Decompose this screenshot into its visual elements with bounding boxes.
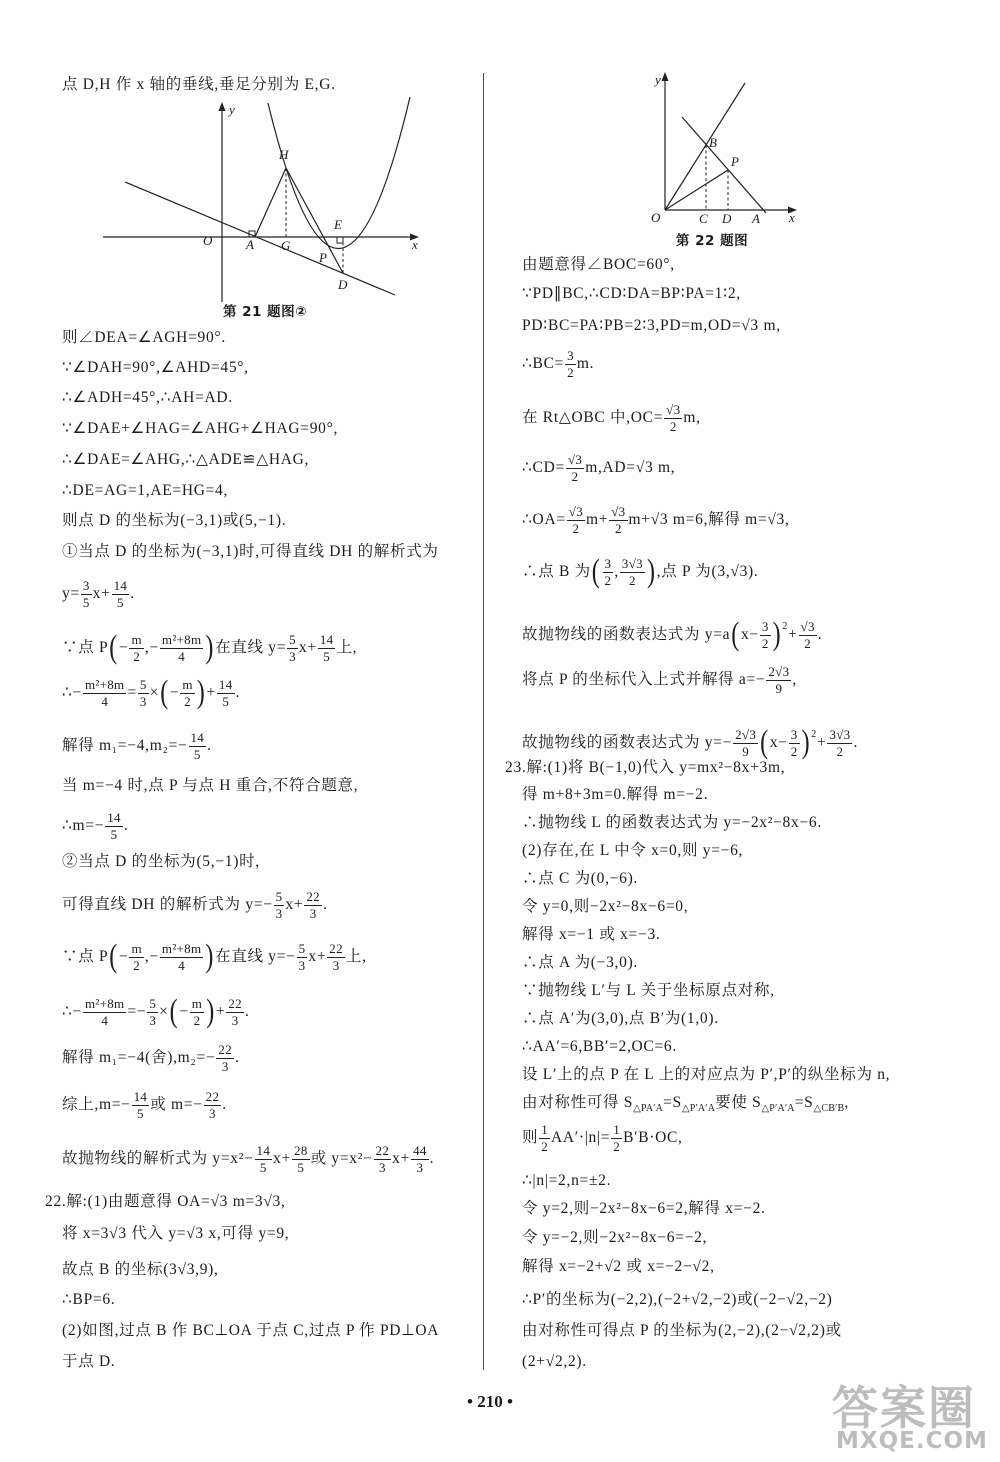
fraction-denominator: 3	[378, 1159, 386, 1175]
text-run: 在直线 y=	[215, 639, 287, 656]
text-run: m,	[683, 409, 701, 426]
fraction-denominator: 2	[614, 520, 622, 536]
large-bracket: )	[205, 939, 215, 975]
fraction-numerator: 3	[790, 726, 798, 742]
text-run: .	[235, 1049, 240, 1066]
fraction-denominator: 2	[567, 364, 574, 380]
text-run: .	[207, 737, 212, 754]
fraction-denominator: 3	[309, 905, 317, 921]
text-run: x−	[769, 734, 788, 751]
text-run: 由题意得∠BOC=60°,	[522, 256, 675, 273]
line-AB	[682, 117, 766, 213]
text-run: ∴−	[62, 684, 83, 701]
fraction-numerator: m	[131, 631, 142, 647]
text-run: 在直线 y=−	[215, 948, 296, 965]
text-run: ∴点 A 为(−3,0).	[522, 954, 639, 971]
subscript: △CB′B	[813, 1103, 845, 1114]
text-run: 于点 D.	[62, 1353, 116, 1370]
text-run: 解得 m₁=−4,m₂=−	[62, 737, 188, 754]
text-run: 由对称性可得 S	[522, 1094, 634, 1111]
text-run: 则∠DEA=∠AGH=90°.	[62, 329, 226, 346]
column-divider	[483, 73, 484, 1370]
text-run: −	[169, 684, 180, 701]
fraction-denominator: 3	[221, 1058, 229, 1074]
fraction-numerator: 28	[294, 1142, 308, 1158]
text-run: =−	[127, 1003, 147, 1020]
y-axis-arrow	[219, 102, 226, 111]
text-line	[522, 446, 675, 490]
text-run: ∴|n|=2,n=±2.	[522, 1172, 612, 1189]
text-line	[522, 498, 790, 542]
text-run: ,−	[144, 639, 159, 656]
text-run: =S	[663, 1094, 682, 1111]
text-run: +	[206, 684, 216, 701]
figure-22-caption: 第 22 题图	[675, 233, 749, 249]
text-run: =S	[794, 1094, 814, 1111]
fraction	[620, 556, 645, 589]
large-bracket: (	[109, 630, 118, 666]
fraction-numerator: 14	[113, 577, 128, 593]
fraction-numerator: m	[191, 995, 203, 1011]
fraction-denominator: 5	[193, 746, 201, 762]
text-run: m.	[576, 355, 595, 372]
fraction-numerator: 1	[541, 1121, 549, 1137]
fraction-numerator: 3	[604, 555, 612, 571]
fraction-numerator: √3	[611, 503, 626, 519]
fraction-numerator: 22	[205, 1088, 220, 1104]
fraction	[611, 1122, 622, 1155]
fraction-numerator: m	[131, 940, 142, 956]
fraction-numerator: m²+8m	[85, 995, 125, 1011]
fraction-numerator: √3	[800, 618, 815, 634]
fraction	[760, 619, 771, 652]
figure-21-caption: 第 21 题图②	[222, 304, 308, 320]
text-run: x+	[273, 1150, 292, 1167]
text-run: ,点 P 为(3,√3).	[656, 563, 759, 580]
fraction-numerator: 44	[413, 1142, 427, 1158]
text-run: ∴点 A′为(3,0),点 B′为(1,0).	[522, 1010, 719, 1027]
text-run: m,AD=√3 m,	[585, 459, 676, 476]
text-run: x+	[92, 585, 111, 602]
subscript: △P′A′A	[681, 1103, 716, 1114]
text-run: ∵点 P	[62, 948, 109, 965]
text-run: B′B·OC,	[623, 1129, 683, 1146]
large-bracket: (	[160, 675, 169, 711]
y-axis-arrow	[662, 72, 669, 81]
fraction-denominator: 9	[742, 743, 750, 759]
text-run: ∴OA=	[522, 511, 566, 528]
fraction	[766, 664, 791, 697]
point-label-P: P	[319, 250, 327, 265]
text-run: −	[119, 948, 129, 965]
origin-label: O	[203, 233, 213, 248]
axis-label-x: x	[789, 210, 795, 225]
large-bracket: )	[205, 630, 215, 666]
subscript: △P′A′A	[761, 1103, 795, 1114]
text-run: .	[244, 1003, 250, 1020]
text-run: +	[816, 734, 827, 751]
fraction-denominator: 3	[231, 1012, 239, 1028]
text-run: ∵∠DAH=90°,∠AHD=45°,	[62, 359, 249, 376]
text-run: x+	[285, 896, 304, 913]
fraction-denominator: 3	[275, 905, 283, 921]
text-run: 要使 S	[715, 1094, 762, 1111]
text-run: .	[235, 684, 241, 701]
text-run: x−	[740, 626, 759, 643]
fraction-denominator: 2	[541, 1138, 549, 1154]
text-run: 设 L′上的点 P 在 L 上的对应点为 P′,P′的纵坐标为 n,	[522, 1066, 891, 1083]
large-bracket: )	[196, 675, 206, 711]
point-label-A: A	[246, 237, 254, 252]
fraction-denominator: 2	[804, 635, 812, 651]
large-bracket: (	[760, 725, 769, 761]
axis-label-y: y	[229, 102, 235, 117]
fraction-denominator: 3	[416, 1159, 424, 1175]
text-run: 故点 B 的坐标(3√3,9),	[62, 1261, 219, 1278]
fraction-numerator: 1	[613, 1121, 621, 1137]
fraction-denominator: 2	[790, 743, 798, 759]
fraction	[603, 556, 614, 589]
fraction-denominator: 5	[137, 1105, 144, 1121]
text-run: 将 x=3√3 代入 y=√3 x,可得 y=9,	[62, 1225, 290, 1242]
fraction	[664, 402, 682, 435]
text-run: .	[123, 817, 129, 834]
text-run: ,	[844, 1094, 849, 1111]
text-run: 点 D,H 作 x 轴的垂线,垂足分别为 E,G.	[62, 76, 336, 93]
fraction-denominator: 2	[184, 693, 191, 709]
fraction-numerator: m²+8m	[85, 676, 125, 692]
fraction	[827, 727, 852, 760]
fraction-numerator: 22	[375, 1142, 390, 1158]
text-run: 综上,m=−	[62, 1096, 131, 1113]
fraction-numerator: 3	[82, 577, 90, 593]
fraction	[799, 619, 817, 652]
fraction-denominator: 2	[133, 648, 141, 664]
fraction-denominator: 2	[761, 635, 769, 651]
fraction-numerator: 5	[139, 676, 147, 692]
fraction-denominator: 3	[149, 1012, 157, 1028]
text-run: 则	[522, 1129, 539, 1146]
text-line	[522, 1116, 683, 1160]
figure-22-diagram	[640, 62, 810, 227]
text-run: 得 m+8+3m=0.解得 m=−2.	[522, 786, 709, 803]
text-run: ②当点 D 的坐标为(5,−1)时,	[62, 853, 260, 870]
subscript: △PA′A	[633, 1103, 664, 1114]
text-line	[522, 342, 594, 386]
fraction-numerator: 14	[190, 729, 205, 745]
fraction-numerator: 22	[306, 888, 320, 904]
text-run: .	[322, 896, 328, 913]
text-run: (2+√2,2).	[522, 1353, 587, 1370]
text-run: y=	[62, 585, 80, 602]
fraction-denominator: 4	[101, 1012, 109, 1028]
text-run: .	[130, 585, 135, 602]
point-label-H: H	[279, 147, 289, 162]
text-run: .	[429, 1150, 435, 1167]
text-run: x+	[392, 1150, 411, 1167]
fraction-numerator: m	[182, 676, 193, 692]
text-run: ,−	[144, 948, 159, 965]
large-bracket: )	[206, 994, 215, 1030]
text-run: 23.解:(1)将 B(−1,0)代入 y=mx²−8x+3m,	[505, 759, 786, 776]
text-run: ∴AA′=6,BB′=2,OC=6.	[522, 1038, 677, 1055]
fraction-numerator: 22	[329, 940, 343, 956]
fraction-denominator: 2	[572, 520, 580, 536]
fraction-numerator: 3	[567, 347, 574, 363]
text-run: ∴∠ADH=45°,∴AH=AD.	[62, 389, 233, 406]
text-run: 解得 x=−2+√2 或 x=−2−√2,	[522, 1258, 715, 1275]
text-run: ∴P′的坐标为(−2,2),(−2+√2,−2)或(−2−√2,−2)	[522, 1291, 833, 1308]
text-run: 由对称性可得点 P 的坐标为(2,−2),(2−√2,2)或	[522, 1322, 842, 1339]
text-run: −	[179, 1003, 189, 1020]
text-line	[522, 658, 797, 702]
line-OB	[665, 83, 745, 210]
text-run: 在 Rt△OBC 中,OC=	[522, 409, 664, 426]
fraction-denominator: 3	[298, 957, 306, 973]
text-run: =	[127, 684, 137, 701]
text-run: (2)存在,在 L 中令 x=0,则 y=−6,	[522, 842, 744, 859]
text-run: x+	[298, 639, 317, 656]
text-run: ,	[614, 563, 619, 580]
fraction	[789, 727, 800, 760]
text-run: .	[817, 626, 823, 643]
text-run: 令 y=0,则−2x²−8x−6=0,	[522, 898, 689, 915]
text-run: 故抛物线的函数表达式为 y=a	[522, 626, 731, 643]
text-run: 上,	[345, 948, 367, 965]
fraction-denominator: 2	[193, 1012, 201, 1028]
text-run: −	[119, 639, 129, 656]
fraction	[609, 504, 627, 537]
fraction-denominator: 5	[110, 826, 118, 842]
text-run: 上,	[336, 639, 358, 656]
fraction-denominator: 4	[101, 693, 109, 709]
text-run: ∵PD∥BC,∴CD∶DA=BP∶PA=1∶2,	[522, 285, 741, 302]
fraction-numerator: m²+8m	[161, 631, 202, 647]
fraction-numerator: 22	[218, 1041, 233, 1057]
point-label-A: A	[752, 211, 760, 226]
text-run: 可得直线 DH 的解析式为 y=−	[62, 896, 273, 913]
text-run: 或 y=x²−	[310, 1150, 373, 1167]
fraction-denominator: 4	[178, 648, 186, 664]
segment-AH	[255, 168, 286, 237]
large-bracket: )	[772, 617, 782, 653]
fraction-numerator: m²+8m	[161, 940, 202, 956]
large-bracket: )	[646, 554, 656, 590]
axis-label-x: x	[412, 237, 418, 252]
text-run: ∴点 C 为(0,−6).	[522, 870, 639, 887]
fraction-numerator: 14	[107, 809, 121, 825]
watermark-logo: 答案圈	[832, 1381, 976, 1435]
fraction-numerator: 22	[228, 995, 242, 1011]
text-run: AA′·|n|=	[551, 1129, 611, 1146]
fraction-numerator: 3	[761, 618, 769, 634]
text-run: +	[788, 626, 798, 643]
text-run: x+	[308, 948, 327, 965]
point-label-P: P	[731, 154, 739, 169]
fraction-numerator: 5	[149, 995, 157, 1011]
right-angle-mark-E	[337, 237, 343, 243]
fraction-numerator: 2√3	[768, 663, 790, 679]
figure-21-diagram	[95, 95, 430, 305]
fraction-denominator: 5	[259, 1159, 267, 1175]
fraction	[566, 452, 584, 485]
text-run: 当 m=−4 时,点 P 与点 H 重合,不符合题意,	[62, 777, 359, 794]
fraction-denominator: 3	[332, 957, 340, 973]
fraction	[567, 504, 585, 537]
text-run: ∴CD=	[522, 459, 565, 476]
text-run: 故抛物线的函数表达式为 y=−	[522, 734, 733, 751]
fraction-denominator: 2	[669, 418, 677, 434]
text-run: 故抛物线的解析式为 y=x²−	[62, 1150, 254, 1167]
text-run: .	[222, 1096, 227, 1113]
fraction-numerator: 5	[275, 888, 283, 904]
fraction-denominator: 2	[613, 1138, 621, 1154]
fraction-numerator: 2√3	[735, 726, 757, 742]
fraction	[539, 1122, 550, 1155]
fraction-denominator: 9	[775, 680, 783, 696]
fraction-numerator: 14	[319, 631, 334, 647]
fraction-denominator: 5	[297, 1159, 305, 1175]
text-run: 解得 x=−1 或 x=−3.	[522, 926, 661, 943]
point-label-C: C	[699, 211, 708, 226]
fraction-numerator: √3	[666, 401, 681, 417]
page-number: • 210 •	[467, 1392, 513, 1411]
text-run: 则点 D 的坐标为(−3,1)或(5,−1).	[62, 512, 287, 529]
text-line	[522, 396, 701, 440]
text-run: +	[215, 1003, 226, 1020]
text-run: ∴BC=	[522, 355, 565, 372]
fraction-numerator: 14	[218, 676, 233, 692]
fraction-numerator: 3√3	[829, 726, 851, 742]
text-run: ∴m=−	[62, 817, 105, 834]
superscript: 2	[782, 621, 789, 632]
fraction-numerator: 5	[289, 631, 296, 647]
text-run: m+	[586, 511, 609, 528]
fraction-denominator: 2	[836, 743, 844, 759]
point-label-G: G	[281, 238, 291, 253]
text-run: ×	[159, 1003, 169, 1020]
point-label-D: D	[338, 277, 348, 292]
fraction-denominator: 5	[82, 594, 90, 610]
text-run: ①当点 D 的坐标为(−3,1)时,可得直线 DH 的解析式为	[62, 543, 439, 560]
text-run: ×	[149, 684, 160, 701]
large-bracket: )	[801, 725, 811, 761]
text-run: ∴BP=6.	[62, 1291, 116, 1308]
point-label-E: E	[334, 217, 342, 232]
large-bracket: (	[591, 554, 601, 590]
fraction-denominator: 5	[117, 594, 124, 610]
fraction-denominator: 4	[178, 957, 186, 973]
text-run: ∴点 B 为	[522, 563, 591, 580]
fraction-denominator: 2	[571, 468, 579, 484]
fraction-numerator: √3	[568, 503, 584, 519]
text-run: m+√3 m=6,解得 m=√3,	[628, 511, 790, 528]
text-run: 将点 P 的坐标代入上式并解得 a=−	[522, 671, 766, 688]
text-line	[522, 605, 823, 653]
text-run: ∴抛物线 L 的函数表达式为 y=−2x²−8x−6.	[522, 814, 822, 831]
text-run: 22.解:(1)由题意得 OA=√3 m=3√3,	[45, 1193, 286, 1210]
fraction-denominator: 5	[222, 693, 230, 709]
text-run: ∵抛物线 L′与 L 关于坐标原点对称,	[522, 982, 775, 999]
fraction-denominator: 2	[133, 957, 141, 973]
large-bracket: (	[169, 994, 179, 1030]
text-run: 令 y=2,则−2x²−8x−6=2,解得 x=−2.	[522, 1200, 766, 1217]
large-bracket: (	[109, 939, 118, 975]
text-run: PD∶BC=PA∶PB=2∶3,PD=m,OD=√3 m,	[522, 317, 781, 334]
text-run: (2)如图,过点 B 作 BC⊥OA 于点 C,过点 P 作 PD⊥OA	[62, 1322, 440, 1339]
segment-OP	[665, 170, 728, 210]
text-run: .	[853, 734, 859, 751]
fraction-denominator: 3	[289, 648, 296, 664]
fraction	[565, 348, 576, 381]
text-run: ∴DE=AG=1,AE=HG=4,	[62, 482, 229, 499]
text-run: ∴−	[62, 1003, 83, 1020]
fraction-denominator: 2	[629, 572, 636, 588]
fraction-denominator: 2	[604, 572, 612, 588]
fraction-numerator: 3√3	[621, 555, 643, 571]
large-bracket: (	[731, 617, 740, 653]
origin-label: O	[651, 210, 661, 225]
watermark-site: MXQE.COM	[836, 1428, 988, 1454]
fraction-numerator: 14	[133, 1088, 148, 1104]
text-line	[522, 550, 759, 594]
axis-label-y: y	[655, 72, 661, 87]
fraction-denominator: 3	[139, 693, 147, 709]
text-line	[522, 1340, 587, 1384]
fraction-numerator: 14	[256, 1142, 271, 1158]
text-run: ∵点 P	[62, 639, 109, 656]
text-run: 令 y=−2,则−2x²−8x−6=−2,	[522, 1229, 708, 1246]
text-run: ∵∠DAE+∠HAG=∠AHG+∠HAG=90°,	[62, 420, 339, 437]
text-run: 解得 m₁=−4(舍),m₂=−	[62, 1049, 216, 1066]
fraction-numerator: 5	[298, 940, 306, 956]
fraction-denominator: 3	[209, 1105, 216, 1121]
text-run: ,	[792, 671, 797, 688]
point-label-B: B	[709, 135, 717, 150]
text-run: ∴∠DAE=∠AHG,∴△ADE≌△HAG,	[62, 451, 310, 468]
superscript: 2	[811, 729, 817, 740]
fraction-denominator: 5	[323, 648, 331, 664]
point-label-D: D	[722, 211, 732, 226]
text-run: 或 m=−	[150, 1096, 203, 1113]
fraction-numerator: √3	[567, 451, 583, 467]
line-AD	[125, 182, 395, 295]
